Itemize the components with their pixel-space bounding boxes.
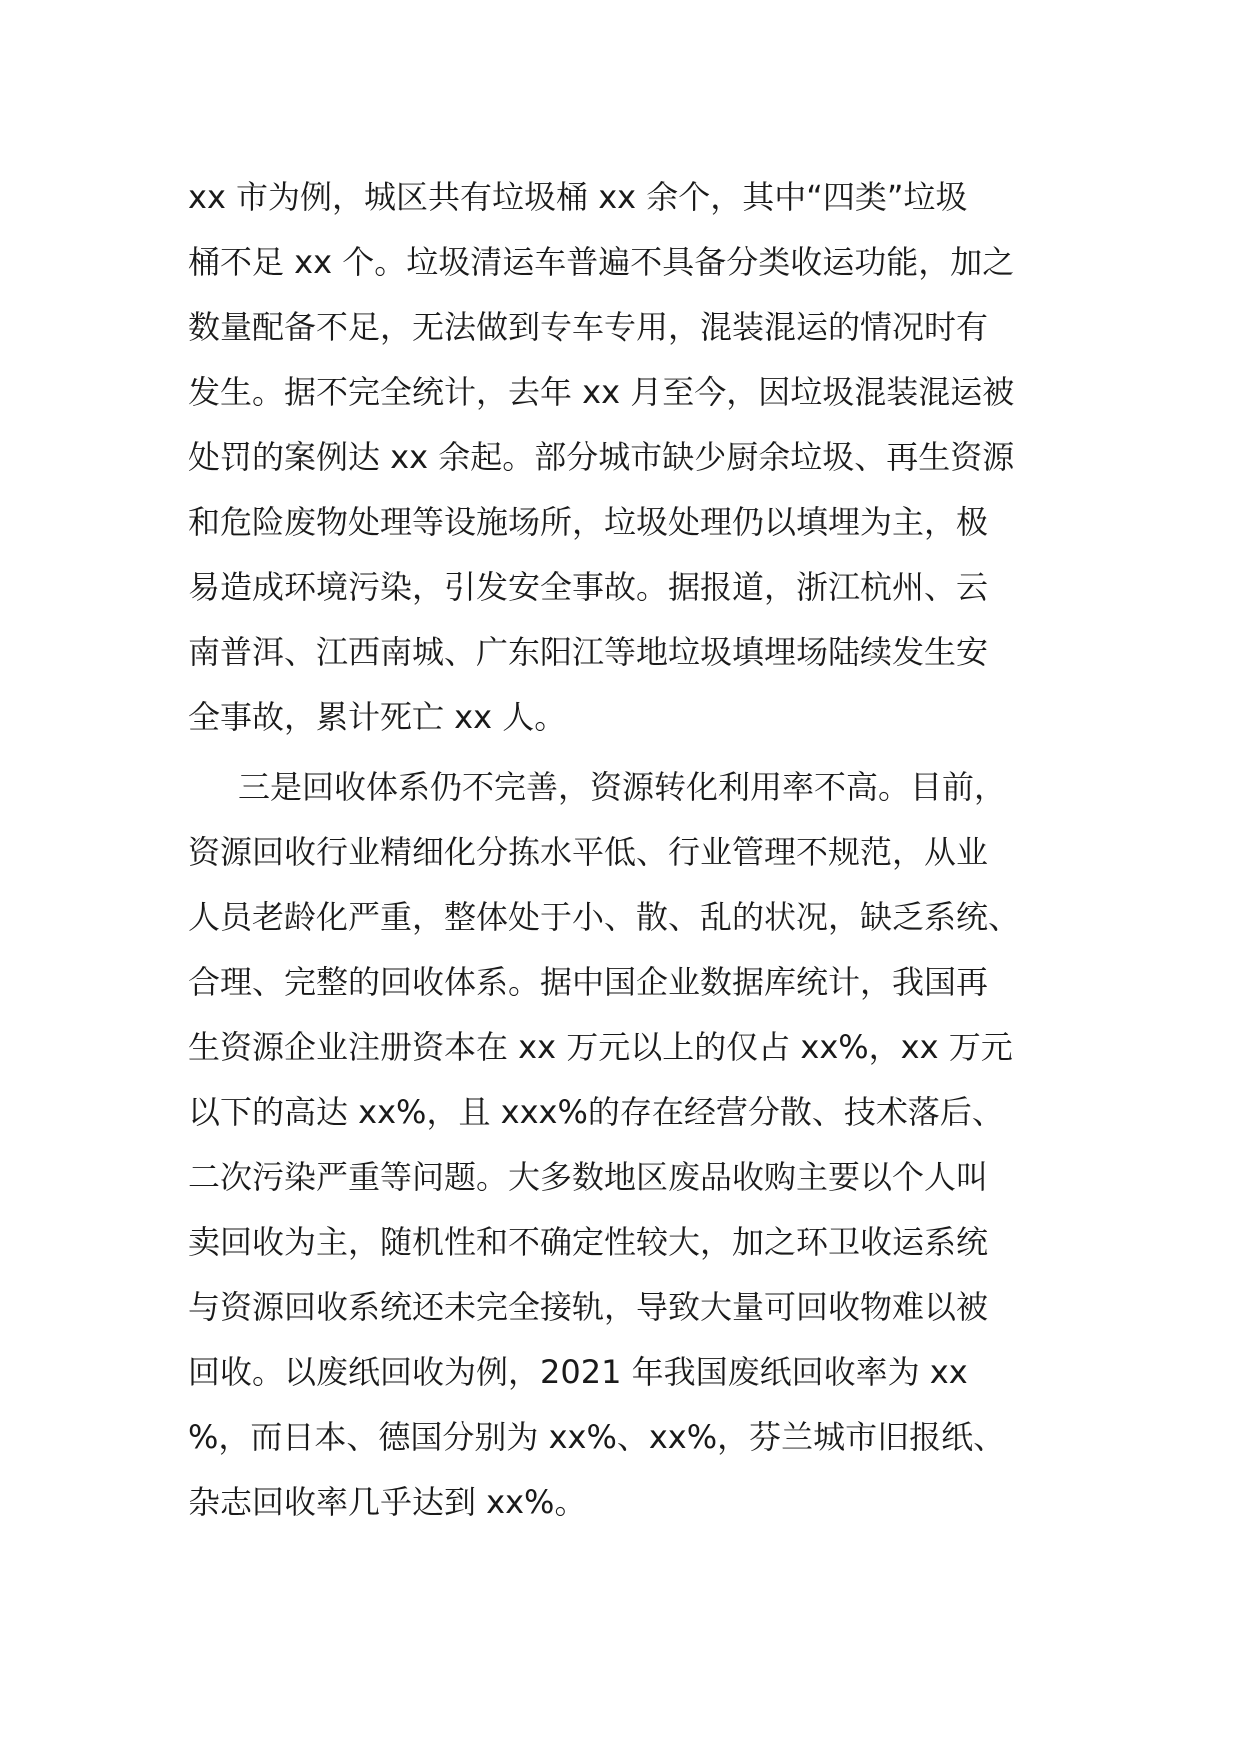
text-line: %，而日本、德国分别为 xx%、xx%，芬兰城市旧报纸、 <box>188 1418 1006 1456</box>
text-line: 合理、完整的回收体系。据中国企业数据库统计，我国再 <box>188 963 989 1001</box>
text-line: 与资源回收系统还未完全接轨，导致大量可回收物难以被 <box>188 1288 989 1326</box>
text-line: 以下的高达 xx%，且 xxx%的存在经营分散、技术落后、 <box>188 1093 1004 1131</box>
text-line: 回收。以废纸回收为例，2021 年我国废纸回收率为 xx <box>188 1353 968 1391</box>
text-line: 杂志回收率几乎达到 xx%。 <box>188 1483 587 1521</box>
text-line: 数量配备不足，无法做到专车专用，混装混运的情况时有 <box>188 308 989 346</box>
text-line: 易造成环境污染，引发安全事故。据报道，浙江杭州、云 <box>188 568 989 606</box>
paragraph-1 <box>188 165 1068 750</box>
text-line: 资源回收行业精细化分拣水平低、行业管理不规范，从业 <box>188 833 989 871</box>
text-line-indented: 三是回收体系仍不完善，资源转化利用率不高。目前， <box>238 768 1007 806</box>
text-line: 处罚的案例达 xx 余起。部分城市缺少厨余垃圾、再生资源 <box>188 438 1015 476</box>
text-line: 发生。据不完全统计，去年 xx 月至今，因垃圾混装混运被 <box>188 373 1015 411</box>
text-line: 南普洱、江西南城、广东阳江等地垃圾填埋场陆续发生安 <box>188 633 989 671</box>
text-line: 二次污染严重等问题。大多数地区废品收购主要以个人叫 <box>188 1158 989 1196</box>
paragraph-2 <box>188 755 1068 1535</box>
text-line: xx 市为例，城区共有垃圾桶 xx 余个，其中“四类”垃圾 <box>188 178 968 216</box>
text-line: 桶不足 xx 个。垃圾清运车普遍不具备分类收运功能，加之 <box>188 243 1015 281</box>
text-line: 全事故，累计死亡 xx 人。 <box>188 698 567 736</box>
text-line: 人员老龄化严重，整体处于小、散、乱的状况，缺乏系统、 <box>188 898 1021 936</box>
text-line: 生资源企业注册资本在 xx 万元以上的仅占 xx%，xx 万元 <box>188 1028 1013 1066</box>
document-body <box>188 165 1068 1535</box>
text-line: 和危险废物处理等设施场所，垃圾处理仍以填埋为主，极 <box>188 503 989 541</box>
text-line: 卖回收为主，随机性和不确定性较大，加之环卫收运系统 <box>188 1223 989 1261</box>
